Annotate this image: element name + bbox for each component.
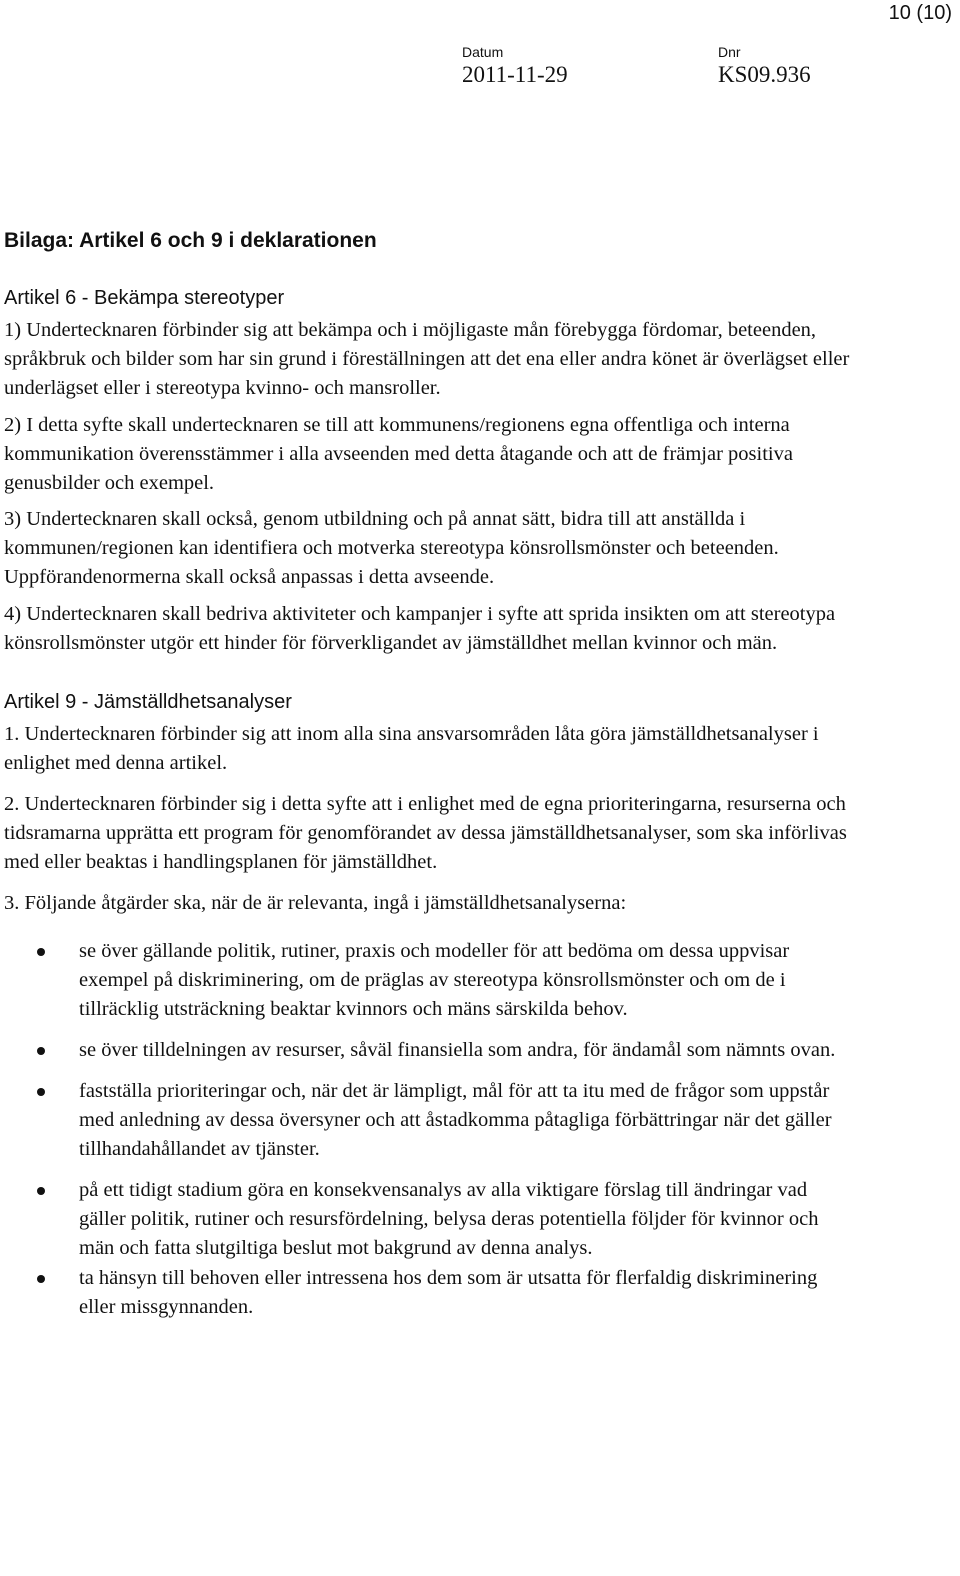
date-value: 2011-11-29 [462,62,568,87]
article-9-paragraph-2: 2. Undertecknaren förbinder sig i detta syfte att i enlighet med de egna prioriteringarna, resurserna och tidsramarna upprätta ett program för genomförandet av dessa jämställdhetsanalyser, som ska införlivas med eller beaktas i handlingsplanen för jämställdhet. [4,792,847,873]
dnr-label: Dnr [718,44,741,60]
list-item [4,1077,854,1164]
bullet-icon [37,948,45,956]
article-9-paragraph-3: 3. Följande åtgärder ska, när de är relevanta, ingå i jämställdhetsanalyserna: [4,891,627,914]
list-item [4,1176,854,1263]
list-item [4,1264,854,1322]
bullet-icon [37,1088,45,1096]
article-6-paragraph-2: 2) I detta syfte skall undertecknaren se till att kommunens/regionens egna offentliga och interna kommunikation överensstämmer i alla avseenden med detta åtagande och att de främjar positiva genusbilder och exempel. [4,413,793,494]
list-item-text: på ett tidigt stadium göra en konsekvensanalys av alla viktigare förslag till ändringar vad gäller politik, rutiner och resursfördelning, belysa deras potentiella följder för kvinnor och män och fatta slutgiltiga beslut mot bakgrund av denna analys. [79,1178,819,1259]
article-6-paragraph-3: 3) Undertecknaren skall också, genom utbildning och på annat sätt, bidra till att anställda i kommunen/regionen kan identifiera och motverka stereotypa könsrollsmönster och beteenden. Uppförandenormerna skall också anpassas i detta avseende. [4,508,779,589]
article-6-paragraph-4: 4) Undertecknaren skall bedriva aktiviteter och kampanjer i syfte att sprida insikten om att stereotypa könsrollsmönster utgör ett hinder för förverkligandet av jämställdhet mellan kvinnor och män. [4,603,836,655]
list-item-text: ta hänsyn till behoven eller intressena hos dem som är utsatta för flerfaldig diskriminering eller missgynnanden. [79,1267,818,1319]
page-title: Bilaga: Artikel 6 och 9 i deklarationen [4,229,377,252]
dnr-value: KS09.936 [718,62,811,87]
dnr-block [718,44,811,90]
article-6-heading: Artikel 6 - Bekämpa stereotyper [4,287,285,309]
list-item-text: fastställa prioriteringar och, när det är lämpligt, mål för att ta itu med de frågor som uppstår med anledning av dessa översyner och att åstadkomma påtagliga förbättringar när det gäller tillhandahållandet av tjänster. [79,1080,832,1160]
list-item [4,1036,854,1065]
list-item [4,937,854,1024]
bullet-icon [37,1187,45,1195]
article-9-heading: Artikel 9 - Jämställdhetsanalyser [4,690,292,713]
date-block [462,44,568,90]
list-item-text: se över gällande politik, rutiner, praxis och modeller för att bedöma om dessa uppvisar exempel på diskriminering, om de präglas av stereotypa könsrollsmönster och om de i tillräcklig utsträckning beaktar kvinnors och mäns särskilda behov. [79,940,790,1021]
measures-list [4,937,854,1322]
page-number: 10 (10) [888,2,952,24]
list-item-text: se över tilldelningen av resurser, såväl finansiella som andra, för ändamål som nämnts ovan. [79,1039,836,1062]
date-label: Datum [462,44,504,60]
bullet-icon [37,1047,45,1055]
bullet-icon [37,1275,45,1283]
document-body [4,226,854,1334]
article-9-paragraph-1: 1. Undertecknaren förbinder sig att inom alla sina ansvarsområden låta göra jämställdhetsanalyser i enlighet med denna artikel. [4,722,819,774]
article-6-paragraph-1: 1) Undertecknaren förbinder sig att bekämpa och i möjligaste mån förebygga fördomar, beteenden, språkbruk och bilder som har sin grund i föreställningen att det ena eller andra könet är överlägset eller underlägset eller i stereotypa kvinno- och mansroller. [4,319,850,399]
